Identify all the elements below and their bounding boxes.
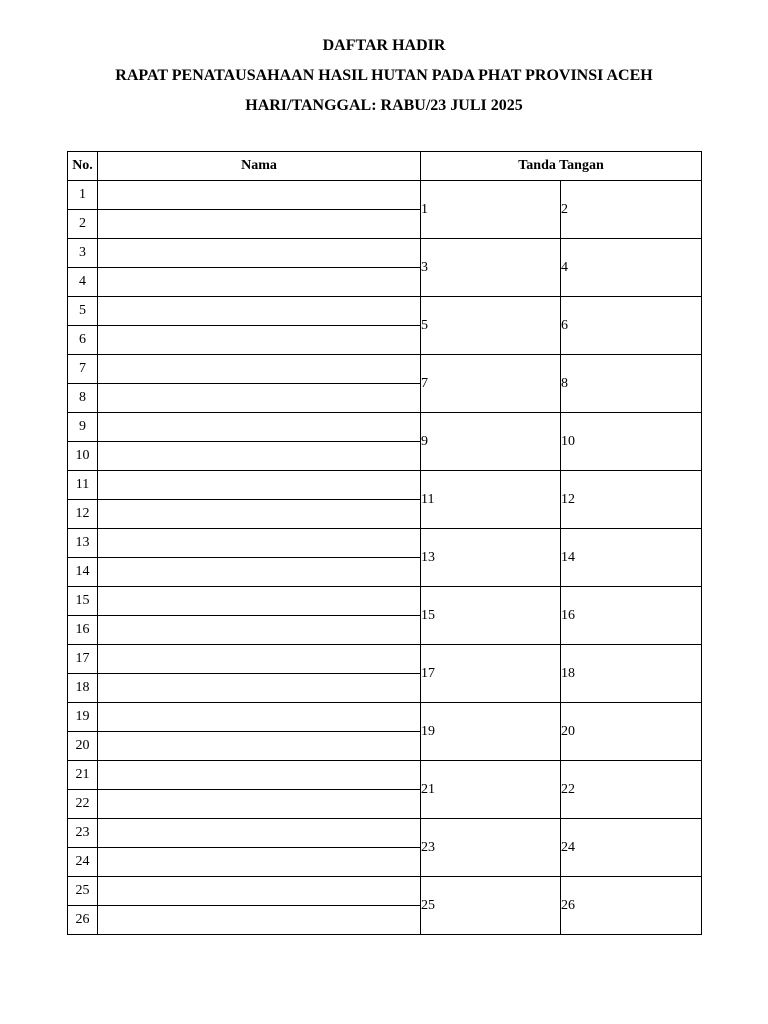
name-field[interactable] — [98, 181, 421, 210]
signature-cell-left[interactable]: 17 — [421, 645, 561, 703]
row-number: 22 — [68, 790, 98, 819]
header-row — [68, 152, 702, 181]
row-number: 5 — [68, 297, 98, 326]
signature-cell-right[interactable]: 2 — [561, 181, 702, 239]
row-number: 16 — [68, 616, 98, 645]
row-number: 14 — [68, 558, 98, 587]
table-row — [68, 471, 702, 500]
name-field[interactable] — [98, 355, 421, 384]
table-row — [68, 587, 702, 616]
table-row — [68, 645, 702, 674]
name-field[interactable] — [98, 732, 421, 761]
meeting-subtitle: RAPAT PENATAUSAHAAN HASIL HUTAN PADA PHAT PROVINSI ACEH — [115, 67, 653, 84]
signature-cell-right[interactable]: 24 — [561, 819, 702, 877]
name-field[interactable] — [98, 500, 421, 529]
signature-cell-left[interactable]: 23 — [421, 819, 561, 877]
table-row — [68, 877, 702, 906]
attendance-table — [67, 151, 702, 935]
table-row — [68, 819, 702, 848]
header-no: No. — [68, 152, 98, 181]
signature-cell-right[interactable]: 12 — [561, 471, 702, 529]
name-field[interactable] — [98, 906, 421, 935]
signature-cell-left[interactable]: 7 — [421, 355, 561, 413]
row-number: 3 — [68, 239, 98, 268]
row-number: 6 — [68, 326, 98, 355]
signature-cell-right[interactable]: 20 — [561, 703, 702, 761]
document-title: DAFTAR HADIR — [322, 37, 446, 54]
row-number: 19 — [68, 703, 98, 732]
signature-cell-left[interactable]: 13 — [421, 529, 561, 587]
table-row — [68, 297, 702, 326]
name-field[interactable] — [98, 558, 421, 587]
name-field[interactable] — [98, 210, 421, 239]
row-number: 2 — [68, 210, 98, 239]
name-field[interactable] — [98, 645, 421, 674]
row-number: 15 — [68, 587, 98, 616]
name-field[interactable] — [98, 384, 421, 413]
name-field[interactable] — [98, 297, 421, 326]
signature-cell-right[interactable]: 8 — [561, 355, 702, 413]
name-field[interactable] — [98, 819, 421, 848]
row-number: 11 — [68, 471, 98, 500]
row-number: 8 — [68, 384, 98, 413]
signature-cell-left[interactable]: 9 — [421, 413, 561, 471]
table-row — [68, 355, 702, 384]
table-row — [68, 529, 702, 558]
name-field[interactable] — [98, 268, 421, 297]
row-number: 4 — [68, 268, 98, 297]
row-number: 17 — [68, 645, 98, 674]
signature-cell-left[interactable]: 11 — [421, 471, 561, 529]
row-number: 26 — [68, 906, 98, 935]
row-number: 18 — [68, 674, 98, 703]
row-number: 7 — [68, 355, 98, 384]
table-row — [68, 239, 702, 268]
signature-cell-right[interactable]: 10 — [561, 413, 702, 471]
signature-cell-left[interactable]: 1 — [421, 181, 561, 239]
name-field[interactable] — [98, 848, 421, 877]
signature-cell-right[interactable]: 26 — [561, 877, 702, 935]
row-number: 9 — [68, 413, 98, 442]
meeting-date: HARI/TANGGAL: RABU/23 JULI 2025 — [245, 97, 523, 114]
name-field[interactable] — [98, 239, 421, 268]
signature-cell-left[interactable]: 15 — [421, 587, 561, 645]
row-number: 25 — [68, 877, 98, 906]
name-field[interactable] — [98, 587, 421, 616]
row-number: 24 — [68, 848, 98, 877]
header-name: Nama — [98, 152, 421, 181]
name-field[interactable] — [98, 529, 421, 558]
signature-cell-left[interactable]: 19 — [421, 703, 561, 761]
signature-cell-right[interactable]: 6 — [561, 297, 702, 355]
table-row — [68, 703, 702, 732]
row-number: 10 — [68, 442, 98, 471]
signature-cell-right[interactable]: 22 — [561, 761, 702, 819]
name-field[interactable] — [98, 703, 421, 732]
name-field[interactable] — [98, 471, 421, 500]
name-field[interactable] — [98, 674, 421, 703]
name-field[interactable] — [98, 616, 421, 645]
row-number: 1 — [68, 181, 98, 210]
row-number: 21 — [68, 761, 98, 790]
signature-cell-left[interactable]: 25 — [421, 877, 561, 935]
name-field[interactable] — [98, 326, 421, 355]
signature-cell-left[interactable]: 3 — [421, 239, 561, 297]
table-row — [68, 181, 702, 210]
signature-cell-left[interactable]: 5 — [421, 297, 561, 355]
signature-cell-right[interactable]: 14 — [561, 529, 702, 587]
row-number: 20 — [68, 732, 98, 761]
name-field[interactable] — [98, 761, 421, 790]
name-field[interactable] — [98, 442, 421, 471]
row-number: 23 — [68, 819, 98, 848]
name-field[interactable] — [98, 413, 421, 442]
name-field[interactable] — [98, 877, 421, 906]
signature-cell-right[interactable]: 18 — [561, 645, 702, 703]
header-signature: Tanda Tangan — [421, 152, 702, 181]
row-number: 12 — [68, 500, 98, 529]
signature-cell-left[interactable]: 21 — [421, 761, 561, 819]
table-row — [68, 413, 702, 442]
name-field[interactable] — [98, 790, 421, 819]
row-number: 13 — [68, 529, 98, 558]
signature-cell-right[interactable]: 16 — [561, 587, 702, 645]
table-row — [68, 761, 702, 790]
signature-cell-right[interactable]: 4 — [561, 239, 702, 297]
